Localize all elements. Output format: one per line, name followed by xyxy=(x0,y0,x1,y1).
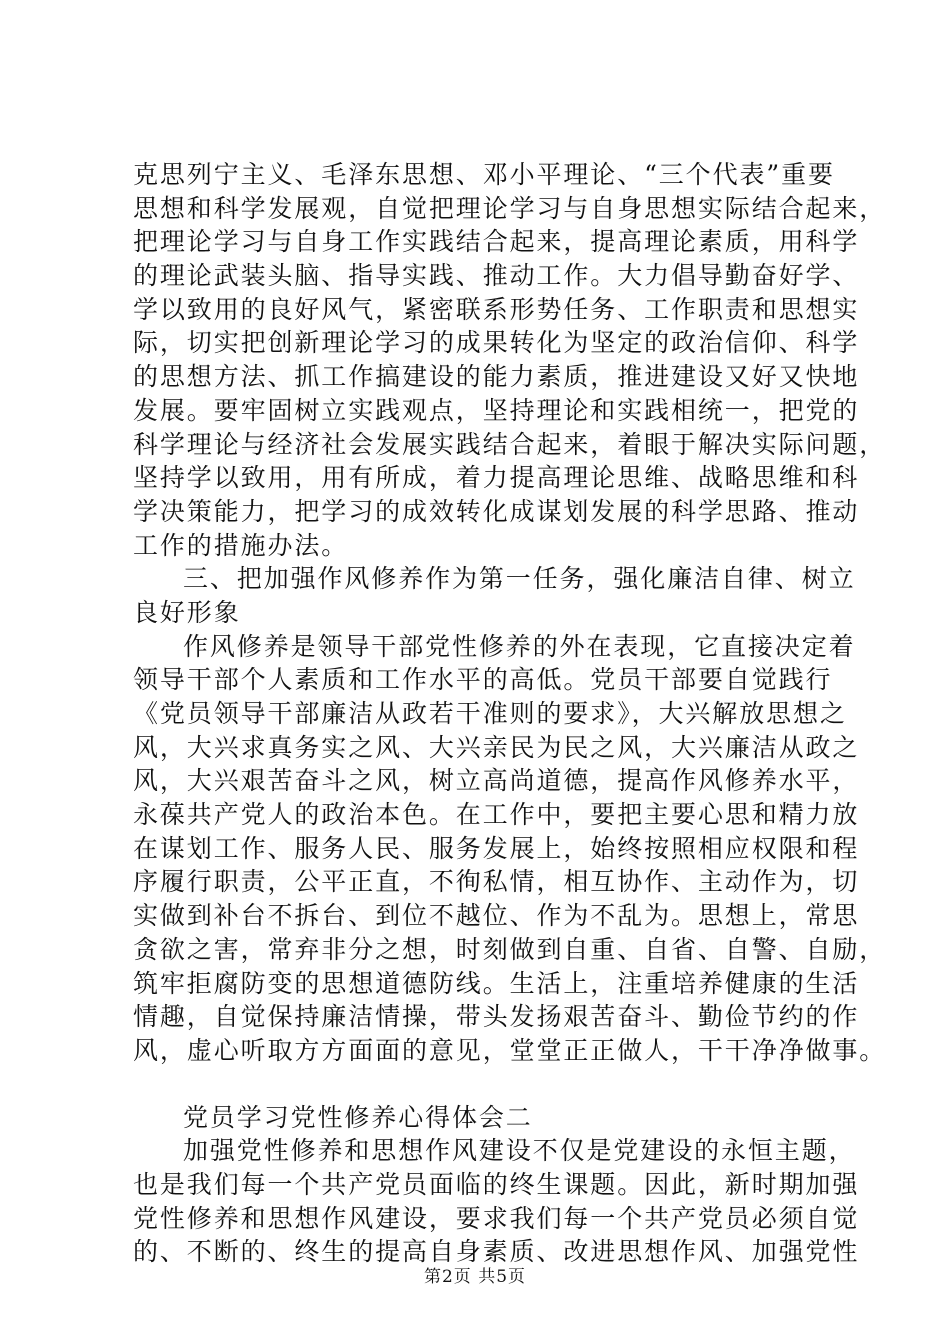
text-line: 情趣，自觉保持廉洁情操，带头发扬艰苦奋斗、勤俭节约的作 xyxy=(133,1002,860,1032)
document-body xyxy=(133,158,887,1269)
paragraph-start: 作风修养是领导干部党性修养的外在表现，它直接决定着 xyxy=(183,631,856,661)
text-line: 际，切实把创新理论学习的成果转化为坚定的政治信仰、科学 xyxy=(133,328,860,358)
text-line: 风，虚心听取方方面面的意见，堂堂正正做人，干干净净做事。 xyxy=(133,1035,887,1065)
text-line: 序履行职责，公平正直，不徇私情，相互协作、主动作为，切 xyxy=(133,867,860,897)
text-line: 坚持学以致用，用有所成，着力提高理论思维、战略思维和科 xyxy=(133,463,860,493)
text-line: 领导干部个人素质和工作水平的高低。党员干部要自觉践行 xyxy=(133,665,833,695)
section-heading: 三、把加强作风修养作为第一任务，强化廉洁自律、树立 xyxy=(183,564,856,594)
text-line: 党性修养和思想作风建设，要求我们每一个共产党员必须自觉 xyxy=(133,1203,860,1233)
text-line: 贪欲之害，常弃非分之想，时刻做到自重、自省、自警、自励， xyxy=(133,934,887,964)
text-line: 发展。要牢固树立实践观点，坚持理论和实践相统一，把党的 xyxy=(133,395,860,425)
text-line: 学决策能力，把学习的成效转化成谋划发展的科学思路、推动 xyxy=(133,496,860,526)
text-line: 《党员领导干部廉洁从政若干准则的要求》，大兴解放思想之 xyxy=(133,699,847,728)
text-line: 筑牢拒腐防变的思想道德防线。生活上，注重培养健康的生活 xyxy=(133,968,860,998)
text-line: 实做到补台不拆台、到位不越位、作为不乱为。思想上，常思 xyxy=(133,901,860,931)
text-line: 在谋划工作、服务人民、服务发展上，始终按照相应权限和程 xyxy=(133,833,860,863)
text-line: 的理论武装头脑、指导实践、推动工作。大力倡导勤奋好学、 xyxy=(133,261,860,291)
section-heading-continued: 良好形象 xyxy=(133,597,241,627)
text-line: 的思想方法、抓工作搞建设的能力素质，推进建设又好又快地 xyxy=(133,362,860,392)
page-number-footer: 第2页 共5页 xyxy=(423,1267,527,1287)
text-line: 的、不断的、终生的提高自身素质、改进思想作风、加强党性 xyxy=(133,1237,860,1267)
paragraph-start: 加强党性修养和思想作风建设不仅是党建设的永恒主题， xyxy=(183,1136,856,1166)
text-line: 学以致用的良好风气，紧密联系形势任务、工作职责和思想实 xyxy=(133,294,860,324)
text-line: 科学理论与经济社会发展实践结合起来，着眼于解决实际问题， xyxy=(133,429,887,459)
text-line: 风，大兴艰苦奋斗之风，树立高尚道德，提高作风修养水平， xyxy=(133,766,860,796)
text-line: 工作的措施办法。 xyxy=(133,530,349,560)
text-line: 把理论学习与自身工作实践结合起来，提高理论素质，用科学 xyxy=(133,227,860,257)
text-line: 也是我们每一个共产党员面临的终生课题。因此，新时期加强 xyxy=(133,1169,860,1199)
text-line: 思想和科学发展观，自觉把理论学习与自身思想实际结合起来， xyxy=(133,193,887,223)
text-line: 风，大兴求真务实之风、大兴亲民为民之风，大兴廉洁从政之 xyxy=(133,732,860,762)
text-line: 克思列宁主义、毛泽东思想、邓小平理论、“三个代表”重要 xyxy=(133,160,835,189)
text-line: 永葆共产党人的政治本色。在工作中，要把主要心思和精力放 xyxy=(133,800,860,830)
article-subtitle: 党员学习党性修养心得体会二 xyxy=(183,1102,533,1132)
